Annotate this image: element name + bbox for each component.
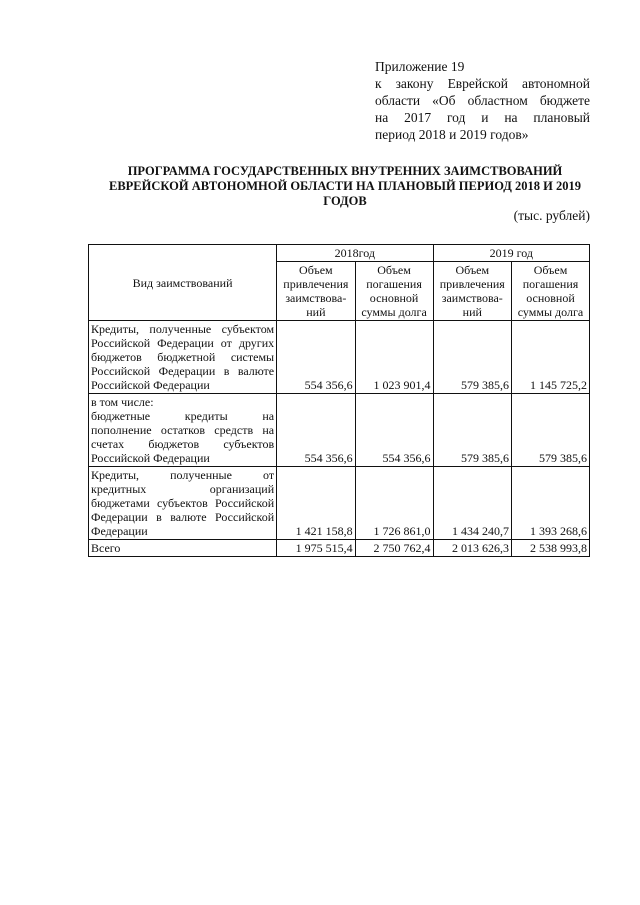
borrowing-table: [88, 244, 590, 557]
title-line: ГОДОВ: [323, 194, 367, 208]
row-label: Всего: [89, 540, 277, 557]
cell-value: 1 421 158,8: [277, 467, 355, 540]
column-header-repay-2019: Объем погашения основной суммы долга: [512, 262, 590, 321]
cell-value: 2 013 626,3: [433, 540, 511, 557]
column-header-repay-2018: Объем погашения основной суммы долга: [355, 262, 433, 321]
row-label: Кредиты, полученные субъектом Российской Федерации от других бюджетов бюджетной системы Российской Федерации в валюте Российской Федерации: [89, 321, 277, 394]
cell-value: 579 385,6: [433, 394, 511, 467]
title-line: ЕВРЕЙСКОЙ АВТОНОМНОЙ ОБЛАСТИ НА ПЛАНОВЫЙ ПЕРИОД 2018 И 2019: [108, 179, 582, 193]
row-label: Кредиты, полученные от кредитных организаций бюджетами субъектов Российской Федерации в валюте Российской Федерации: [89, 467, 277, 540]
title-line: ПРОГРАММА ГОСУДАРСТВЕННЫХ ВНУТРЕННИХ ЗАИМСТВОВАНИЙ: [127, 164, 563, 178]
row-label-prefix: в том числе:: [91, 395, 154, 409]
cell-value: 579 385,6: [433, 321, 511, 394]
cell-value: 1 145 725,2: [512, 321, 590, 394]
cell-value: 1 434 240,7: [433, 467, 511, 540]
cell-value: 1 023 901,4: [355, 321, 433, 394]
cell-value: 1 975 515,4: [277, 540, 355, 557]
cell-value: 554 356,6: [277, 321, 355, 394]
appendix-number: Приложение 19: [375, 59, 465, 74]
column-header-attract-2018: Объем привлечения заимствова-ний: [277, 262, 355, 321]
cell-value: 554 356,6: [277, 394, 355, 467]
appendix-line: период 2018 и 2019 годов»: [375, 127, 529, 142]
document-title: [95, 164, 595, 209]
table-row: [89, 321, 590, 394]
column-header-attract-2019: Объем привлечения заимствова-ний: [433, 262, 511, 321]
column-header-year-2018: 2018год: [277, 245, 433, 262]
cell-value: 1 393 268,6: [512, 467, 590, 540]
column-header-kind: Вид заимствований: [89, 245, 277, 321]
cell-value: 2 538 993,8: [512, 540, 590, 557]
appendix-line: на 2017 год и на плановый: [375, 110, 590, 125]
row-label-text: бюджетные кредиты на пополнение остатков средств на счетах бюджетов субъектов Российской Федерации: [91, 409, 275, 465]
cell-value: 2 750 762,4: [355, 540, 433, 557]
column-header-year-2019: 2019 год: [433, 245, 589, 262]
appendix-note: [375, 58, 590, 143]
cell-value: 1 726 861,0: [355, 467, 433, 540]
appendix-line: области «Об областном бюджете: [375, 93, 590, 108]
cell-value: 554 356,6: [355, 394, 433, 467]
table-header-row: [89, 245, 590, 262]
table-row: [89, 394, 590, 467]
table-row-total: [89, 540, 590, 557]
appendix-line: к закону Еврейской автономной: [375, 76, 590, 91]
table-row: [89, 467, 590, 540]
row-label: [89, 394, 277, 467]
units-label: (тыс. рублей): [513, 208, 590, 223]
cell-value: 579 385,6: [512, 394, 590, 467]
